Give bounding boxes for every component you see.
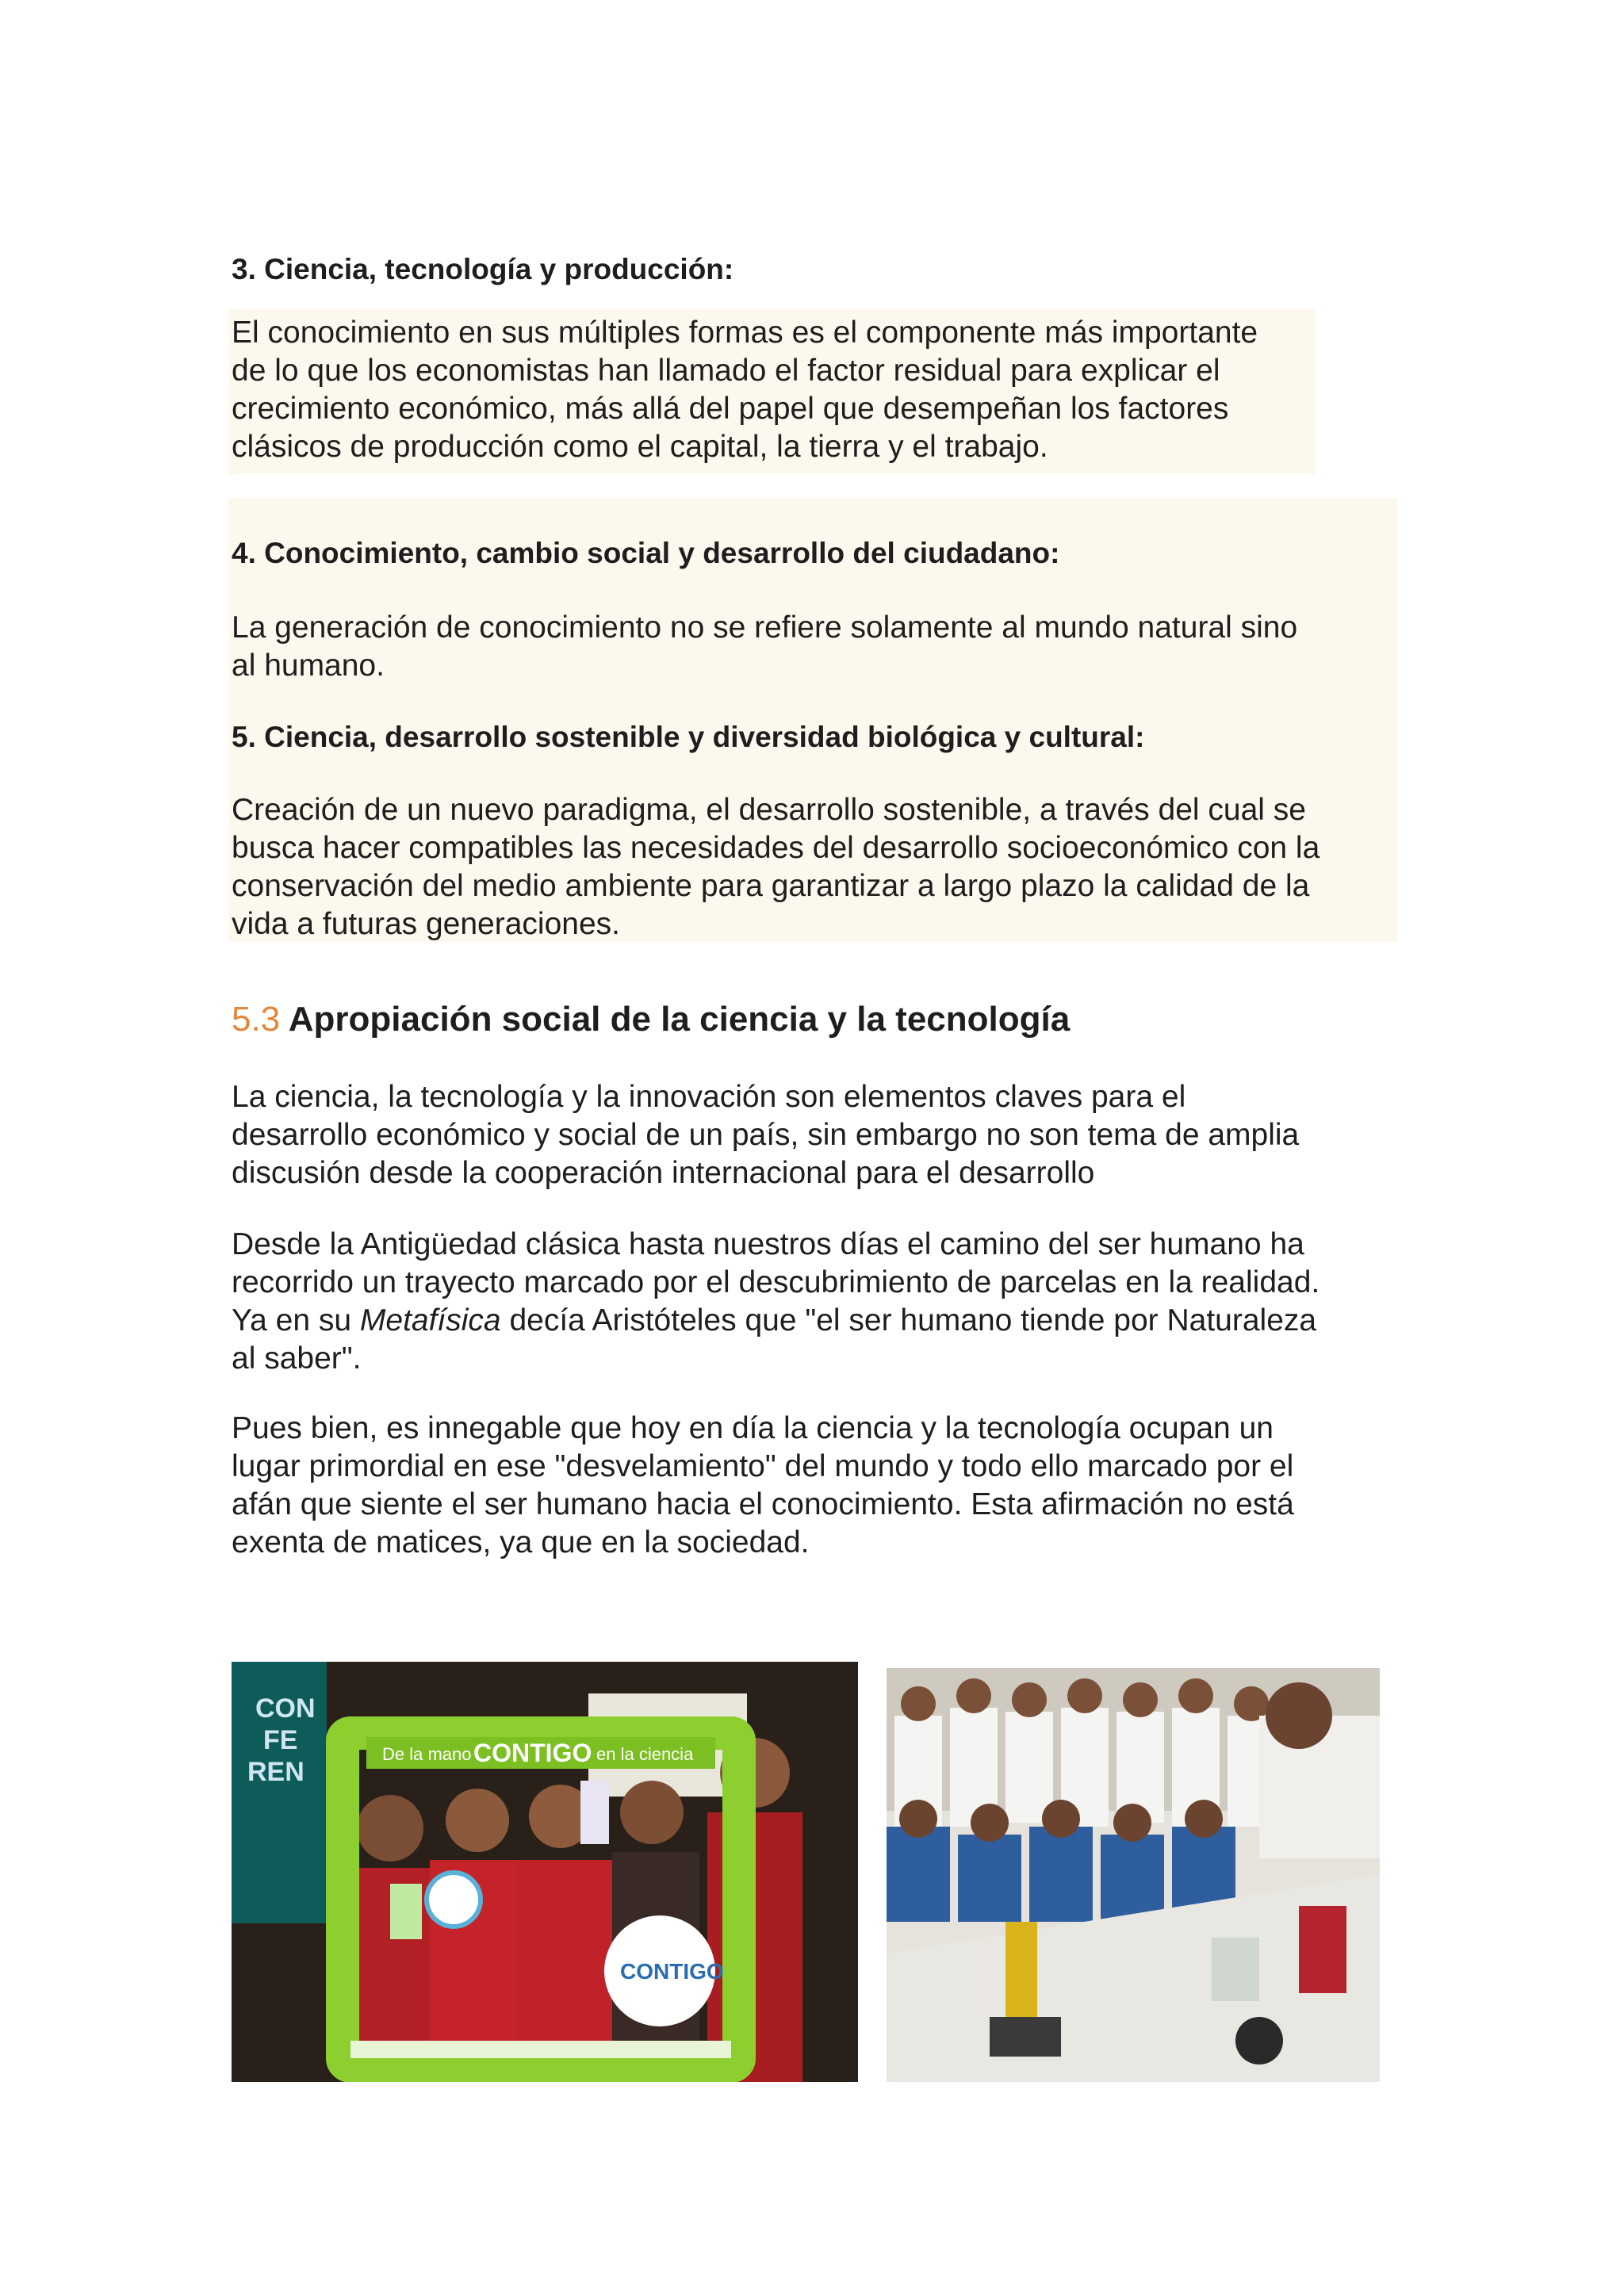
paragraph-line [232,1302,1320,1340]
paragraph-line: desarrollo económico y social de un país, sin embargo no son tema de amplia [232,1118,1300,1152]
paragraph-line: lugar primordial en ese "desvelamiento" del mundo y todo ello marcado por el [232,1449,1294,1483]
section-3-body [232,314,1258,466]
section-number: 5.3 [232,1000,281,1039]
frame-banner-pre: De la mano [382,1744,472,1764]
paragraph-line: Desde la Antigüedad clásica hasta nuestros días el camino del ser humano ha [232,1227,1304,1261]
section-4 [232,534,1059,572]
sign-text: CONTIGO [620,1959,724,1984]
section-5 [232,718,1144,756]
section-5-3-title [232,997,1070,1042]
paragraph-line: La ciencia, la tecnología y la innovación son elementos claves para el [232,1080,1186,1114]
section-4-heading: 4. Conocimiento, cambio social y desarrollo del ciudadano: [232,537,1060,569]
students-frame-photo [232,1662,858,2082]
section-5-body [232,791,1320,943]
section-5-line: busca hacer compatibles las necesidades del desarrollo socioeconómico con la [232,831,1320,865]
italic-book-title: Metafísica [359,1303,501,1337]
section-3-heading: 3. Ciencia, tecnología y producción: [232,253,734,285]
section-title-text: Apropiación social de la ciencia y la tecnología [288,1000,1071,1039]
section-4-body [232,609,1297,685]
wall-text: REN [247,1757,304,1787]
paragraph-line: discusión desde la cooperación internacional para el desarrollo [232,1156,1095,1190]
paragraph-1 [232,1078,1299,1192]
wall-text: CON [255,1693,316,1724]
section-5-heading: 5. Ciencia, desarrollo sostenible y diversidad biológica y cultural: [232,721,1145,753]
paragraph-line: recorrido un trayecto marcado por el descubrimiento de parcelas en la realidad. [232,1265,1320,1299]
section-5-line: conservación del medio ambiente para garantizar a largo plazo la calidad de la [232,869,1310,903]
frame-banner-text: CONTIGO [473,1739,592,1767]
frame-banner-post: en la ciencia [596,1744,694,1764]
text-run: Ya en su [232,1303,360,1337]
paragraph-line: exenta de matices, ya que en la sociedad. [232,1525,810,1559]
text-run: decía Aristóteles que "el ser humano tiende por Naturaleza [500,1303,1317,1337]
paragraph-3 [232,1410,1294,1562]
paragraph-2 [232,1226,1320,1378]
section-4-line: al humano. [232,649,385,683]
section-3-line: clásicos de producción como el capital, la tierra y el trabajo. [232,430,1048,464]
section-3-line: El conocimiento en sus múltiples formas es el componente más importante [232,316,1258,350]
wall-text: FE [263,1725,298,1755]
section-3-line: de lo que los economistas han llamado el factor residual para explicar el [232,354,1220,388]
robotics-classroom-photo [887,1668,1380,2082]
section-3 [232,251,733,289]
section-5-line: vida a futuras generaciones. [232,907,620,941]
section-5-line: Creación de un nuevo paradigma, el desarrollo sostenible, a través del cual se [232,793,1306,827]
paragraph-line: Pues bien, es innegable que hoy en día la ciencia y la tecnología ocupan un [232,1411,1274,1445]
section-3-line: crecimiento económico, más allá del papel que desempeñan los factores [232,392,1229,426]
paragraph-line: al saber". [232,1341,362,1376]
paragraph-line: afán que siente el ser humano hacia el conocimiento. Esta afirmación no está [232,1487,1294,1521]
section-4-line: La generación de conocimiento no se refiere solamente al mundo natural sino [232,610,1298,645]
